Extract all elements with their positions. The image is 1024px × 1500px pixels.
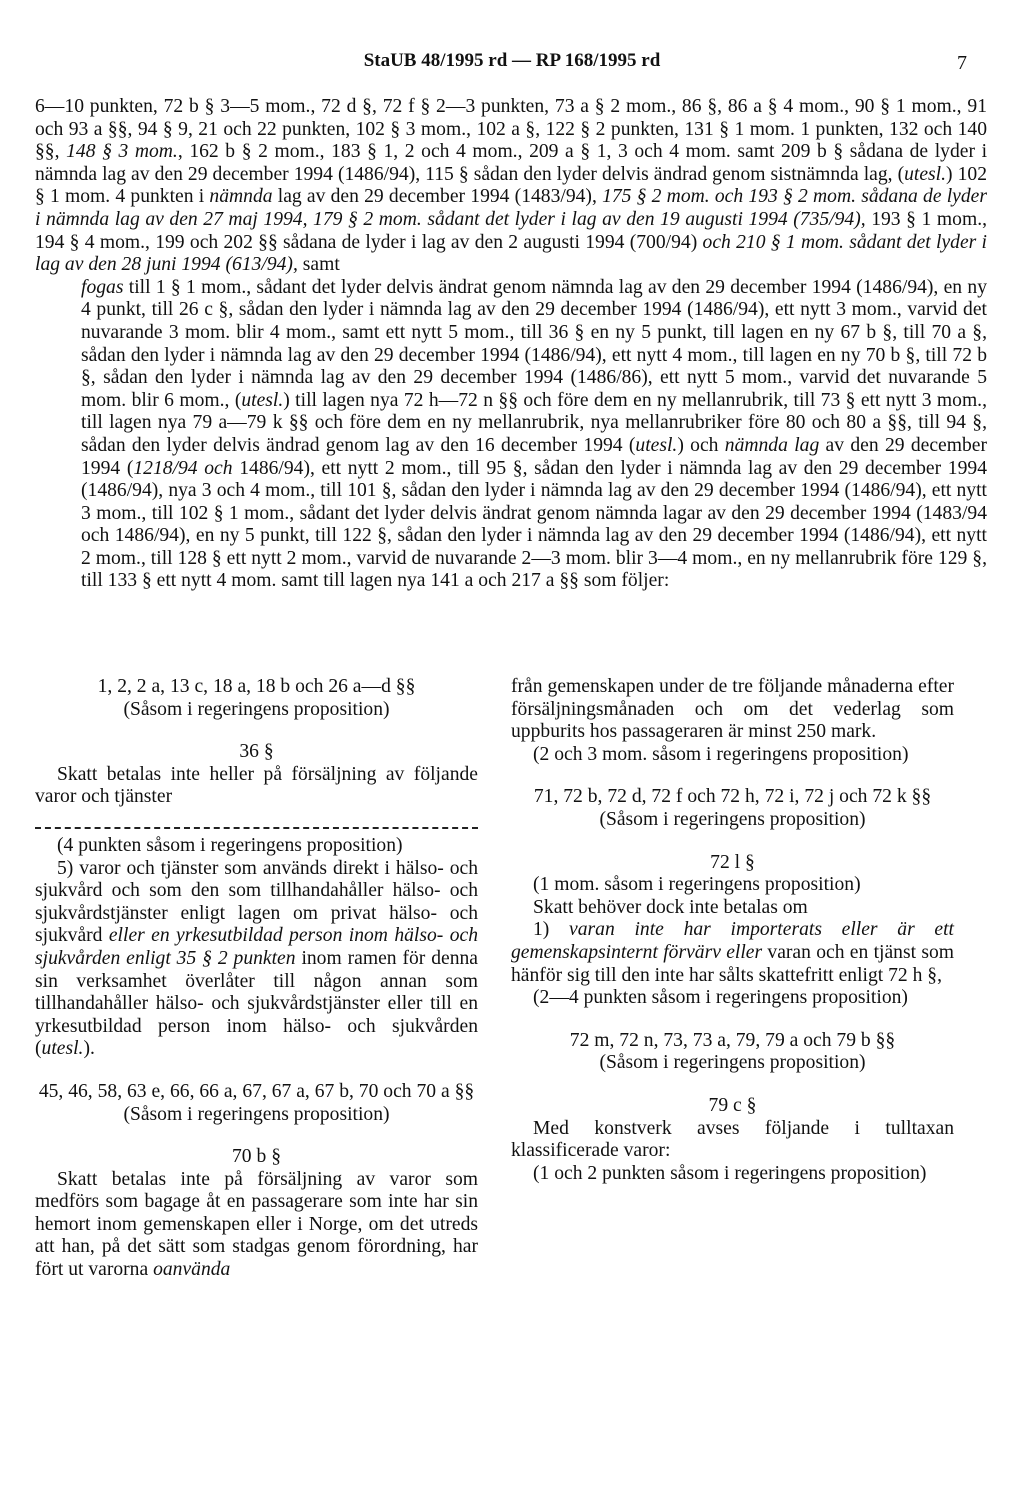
- italic-span: eller en yrkesutbildad person inom hälso- och sjukvården enligt 35 § 2 punkten: [35, 925, 478, 969]
- left-column: [35, 676, 478, 1282]
- text-span: 1): [533, 919, 570, 941]
- body-paragraph: [511, 919, 954, 987]
- running-title: StaUB 48/1995 rd — RP 168/1995 rd: [363, 50, 661, 71]
- section-note: (Såsom i regeringens proposition): [599, 808, 866, 830]
- text-span: till 1 § 1 mom., sådant det lyder delvis ändrat genom nämnda lag av den 29 december 1994 (1486/94), en ny 4 punkt, till 26 c §, sådan den lyder i nämnda lag av den 29 december 1994 (1486/94), ett nytt 3 mom., varvid det nuvarande 3 mom. blir 4 mom., samt ett nytt 5 mom., till 36 § en ny 5 punkt, till lagen en ny 67 b §, till 70 a §, sådan den lyder i nämnda lag av den 29 december 1994 (1486/94), ett nytt 4 mom., till lagen en ny 70 b §, till 72 b §, sådan den lyder i nämnda lag av den 29 december 1994 (1486/86), ett nytt 5 mom., varvid det nuvarande 5 mom. blir 6 mom., (: [81, 276, 987, 411]
- italic-span: varan inte har importerats eller är ett gemenskapsinternt förvärv eller: [511, 919, 954, 963]
- omission-dashes: [35, 813, 478, 829]
- text-span: ) och: [677, 434, 725, 456]
- body-paragraph: (4 punkten såsom i regeringens proposition): [57, 834, 403, 856]
- text-span: ).: [83, 1038, 95, 1060]
- intro-paragraph-1: [35, 96, 987, 277]
- italic-span: 175 § 2 mom. och 193 § 2 mom. sådana de lyder i nämnda lag av den 27 maj 1994, 179 § 2 mom. sådant det lyder i lag av den 19 augusti 1994 (735/94),: [35, 186, 987, 230]
- italic-span: utesl.: [635, 434, 678, 456]
- section-heading: 79 c §: [708, 1094, 757, 1116]
- right-column: [511, 676, 954, 1185]
- body-paragraph: (1 och 2 punkten såsom i regeringens proposition): [533, 1162, 927, 1184]
- text-span: lag av den 29 december 1994 (1483/94),: [272, 186, 603, 208]
- text-span: av den 29 december 1994 (: [81, 434, 987, 479]
- page-number: 7: [957, 52, 967, 74]
- body-paragraph: från gemenskapen under de tre följande månaderna efter försäljningsmånaden och om det vederlag som uppburits hos passageraren är minst 250 mark.: [511, 676, 954, 743]
- text-span: 5) varor och tjänster som används direkt i hälso- och sjukvård och som den som tillhandahåller hälso- och sjukvårdstjänster enligt lagen om privat hälso- och sjukvård: [35, 857, 478, 947]
- italic-span: nämnda: [209, 186, 273, 208]
- section-note: (Såsom i regeringens proposition): [599, 1052, 866, 1074]
- text-span: ) 102 § 1 mom. 4 punkten i: [35, 163, 987, 208]
- body-paragraph: [35, 1169, 478, 1282]
- text-span: 6—10 punkten, 72 b § 3—5 mom., 72 d §, 72 f § 2—3 punkten, 73 a § 2 mom., 86 §, 86 a § 4 mom., 90 § 1 mom., 91 och 93 a §§, 94 § 9, 21 och 22 punkten, 102 § 3 mom., 102 a §, 122 § 2 punkten, 131 § 1 mom. 1 punkten, 132 och 140 §§,: [35, 96, 987, 163]
- italic-span: utesl.: [241, 389, 284, 411]
- section-note: (Såsom i regeringens proposition): [123, 1103, 390, 1125]
- intro-paragraph-2: [35, 277, 987, 593]
- italic-span: utesl.: [904, 163, 947, 185]
- text-span: , 162 b § 2 mom., 183 § 1, 2 och 4 mom., 209 a § 1, 3 och 4 mom. samt 209 b § sådana de lyder i nämnda lag av den 29 december 1994 (1486/94), 115 § sådan den lyder delvis ändrad genom sistnämnda lag, (: [35, 141, 988, 185]
- text-span: 193 § 1 mom., 194 § 4 mom., 199 och 202 §§ sådana de lyder i lag av den 2 augusti 1994 (700/94): [35, 208, 987, 253]
- page-header: [0, 50, 1024, 80]
- section-heading: 45, 46, 58, 63 e, 66, 66 a, 67, 67 a, 67 b, 70 och 70 a §§: [38, 1080, 475, 1102]
- italic-span: och 210 § 1 mom. sådant det lyder i lag av den 28 juni 1994 (613/94),: [35, 231, 987, 276]
- text-span: inom ramen för denna sin verksamhet överlåter till någon annan som tillhandahåller hälso- och sjukvårdstjänster eller till en yrkesutbildad person inom hälso- och sjukvården (: [35, 947, 478, 1060]
- italic-span: nämnda lag: [724, 434, 820, 456]
- section-heading: 72 l §: [710, 851, 755, 873]
- intro-text: [35, 96, 987, 593]
- section-heading: 36 §: [239, 741, 274, 763]
- section-heading: 71, 72 b, 72 d, 72 f och 72 h, 72 i, 72 j och 72 k §§: [533, 786, 932, 808]
- text-span: ) till lagen nya 72 h—72 n §§ och före dem en ny mellanrubrik, till 73 § ett nytt 3 mom., till lagen nya 79 a—79 k §§ och före dem en ny mellanrubrik, nya mellanrubriker före 80 och 80 a §§, till 94 §, sådan den lyder delvis ändrad genom lag av den 16 december 1994 (: [81, 389, 987, 456]
- text-span: samt: [297, 254, 340, 276]
- italic-span: utesl.: [41, 1038, 84, 1060]
- body-paragraph: Med konstverk avses följande i tulltaxan klassificerade varor:: [511, 1117, 954, 1162]
- text-span: 1486/94), ett nytt 2 mom., till 95 §, sådan den lyder i nämnda lag av den 29 december 1994 (1486/94), nya 3 och 4 mom., till 101 §, sådan den lyder i nämnda lag av den 29 december 1994 (1486/94), ett nytt 3 mom., till 102 § 1 mom., sådant det lyder delvis ändrat genom nämnda lagar av den 29 december 1994 (1483/94 och 1486/94), en ny 5 punkt, till 122 §, sådan den lyder i nämnda lag av den 29 december 1994 (1486/94), ett nytt 2 mom., till 128 § ett nytt 2 mom., varvid de nuvarande 2—3 mom. blir 3—4 mom., en ny mellanrubrik före 129 §, till 133 § ett nytt 4 mom. samt till lagen nya 141 a och 217 a §§ som följer:: [81, 457, 987, 592]
- body-paragraph: (1 mom. såsom i regeringens proposition): [533, 874, 861, 896]
- italic-span: oanvända: [153, 1259, 231, 1281]
- italic-span: 148 § 3 mom.: [66, 141, 178, 163]
- section-note: (Såsom i regeringens proposition): [123, 698, 390, 720]
- body-paragraph: Skatt betalas inte heller på försäljning av följande varor och tjänster: [35, 763, 478, 808]
- section-heading: 1, 2, 2 a, 13 c, 18 a, 18 b och 26 a—d §§: [97, 676, 416, 697]
- body-paragraph: Skatt behöver dock inte betalas om: [533, 896, 808, 918]
- body-paragraph: [35, 858, 478, 1061]
- italic-span: 1218/94 och: [133, 457, 233, 479]
- body-paragraph: (2—4 punkten såsom i regeringens proposition): [533, 987, 908, 1009]
- italic-span: fogas: [81, 276, 124, 298]
- text-span: Skatt betalas inte på försäljning av varor som medförs som bagage åt en passagerare som inte har sin hemort inom gemenskapen eller i Norge, om det utreds att han, på det sätt som stadgas genom förordning, har fört ut varorna: [35, 1168, 478, 1281]
- section-heading: 72 m, 72 n, 73, 73 a, 79, 79 a och 79 b §§: [569, 1029, 896, 1051]
- body-paragraph: (2 och 3 mom. såsom i regeringens proposition): [533, 743, 909, 765]
- section-heading: 70 b §: [232, 1146, 281, 1168]
- text-span: varan och en tjänst som hänför sig till den inte har sålts skattefritt enligt 72 h §,: [511, 941, 954, 986]
